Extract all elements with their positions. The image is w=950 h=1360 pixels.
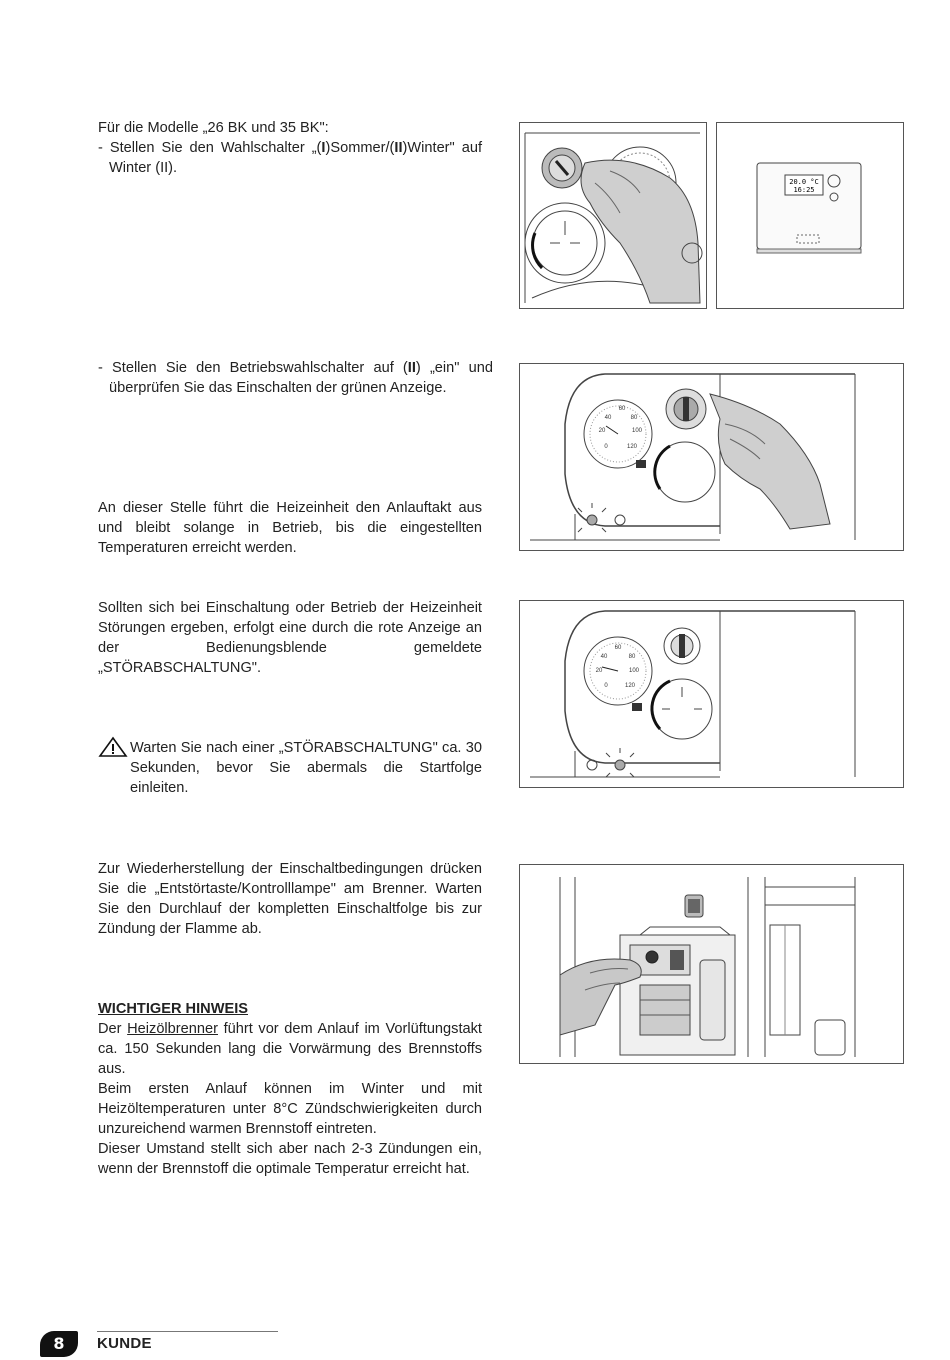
svg-text:120: 120 — [626, 444, 638, 450]
svg-text:0: 0 — [604, 444, 608, 450]
thermostat-time: 16:25 — [793, 186, 815, 194]
section2-step: - Stellen Sie den Betriebswahlschalter auf (II) „ein" und überprüfen Sie das Einschalten der grünen Anzeige. — [98, 360, 493, 396]
notice-link-heizoelbrenner: Heizölbrenner — [127, 1021, 218, 1037]
svg-text:0: 0 — [604, 683, 608, 689]
figure-selector-switch — [519, 122, 707, 309]
notice-paragraph-2: Beim ersten Anlauf können im Winter und mit Heizöltemperaturen unter 8°C Zündschwierigkeiten durch unzureichend warmen Brennstoff eintreten. — [98, 1081, 482, 1137]
warning-icon — [98, 736, 128, 763]
figure-burner-reset — [519, 864, 904, 1064]
section4-text: Sollten sich bei Einschaltung oder Betrieb der Heizeinheit Störungen ergeben, erfolgt eine durch die rote Anzeige an der Bedienungsblende gemeldete „STÖRABSCHALTUNG". — [98, 600, 482, 676]
section1-intro: Für die Modelle „26 BK und 35 BK": — [98, 120, 329, 136]
section1-step: - Stellen Sie den Wahlschalter „(I)Sommer/(II)Winter" auf Winter (II). — [98, 140, 482, 176]
svg-text:80: 80 — [628, 654, 636, 660]
svg-text:100: 100 — [628, 668, 640, 674]
svg-text:40: 40 — [600, 654, 608, 660]
svg-text:60: 60 — [618, 406, 626, 412]
svg-text:80: 80 — [630, 415, 638, 421]
page-number: 8 — [40, 1331, 78, 1357]
svg-text:20: 20 — [598, 428, 606, 434]
section5-text: Zur Wiederherstellung der Einschaltbedingungen drücken Sie die „Entstörtaste/Kontrolllampe" am Brenner. Warten Sie den Durchlauf der kompletten Einschaltfolge bis zur Zündung der Flamme ab. — [98, 861, 482, 937]
warning-text: Warten Sie nach einer „STÖRABSCHALTUNG" ca. 30 Sekunden, bevor Sie abermals die Startfolge einleiten. — [130, 740, 482, 796]
section1-text — [98, 118, 482, 178]
footer-section-label: KUNDE — [97, 1335, 152, 1352]
svg-text:20: 20 — [595, 668, 603, 674]
notice-heading: WICHTIGER HINWEIS — [98, 1001, 248, 1017]
figure-lockout-indicator — [519, 600, 904, 788]
svg-text:120: 120 — [624, 683, 636, 689]
important-notice — [98, 999, 482, 1179]
svg-text:60: 60 — [614, 645, 622, 651]
thermostat-temp: 20.0 °C — [789, 178, 819, 186]
figure-room-thermostat — [716, 122, 904, 309]
svg-text:40: 40 — [604, 415, 612, 421]
notice-paragraph-1: Der Heizölbrenner führt vor dem Anlauf im Vorlüftungstakt ca. 150 Sekunden lang die Vorwärmung des Brennstoffs aus. — [98, 1021, 482, 1077]
section3-text: An dieser Stelle führt die Heizeinheit den Anlauftakt aus und bleibt solange in Betrieb, bis die eingestellten Temperaturen erreicht werden. — [98, 500, 482, 556]
svg-text:100: 100 — [631, 428, 643, 434]
figure-operating-switch — [519, 363, 904, 551]
footer-rule — [97, 1331, 278, 1332]
notice-paragraph-3: Dieser Umstand stellt sich aber nach 2-3 Zündungen ein, wenn der Brennstoff die optimale Temperatur erreicht hat. — [98, 1141, 482, 1177]
